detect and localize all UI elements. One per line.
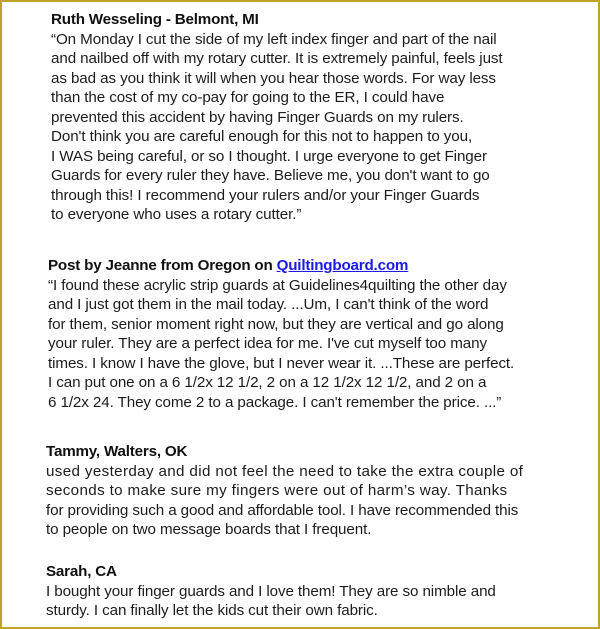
testimonial-ruth (51, 10, 503, 225)
testimonial-line: through this! I recommend your rulers and/or your Finger Guards (51, 186, 480, 204)
testimonial-line: than the cost of my co-pay for going to the ER, I could have (51, 89, 445, 106)
testimonial-line: I WAS being careful, or so I thought. I urge everyone to get Finger (51, 147, 487, 165)
testimonial-jeanne (48, 256, 514, 412)
testimonial-line: I can put one on a 6 1/2x 12 1/2, 2 on a 12 1/2x 12 1/2, and 2 on a (48, 374, 487, 391)
author-prefix: Post by Jeanne from Oregon on (48, 257, 277, 274)
quiltingboard-link[interactable]: Quiltingboard.com (276, 257, 409, 274)
testimonial-line: “On Monday I cut the side of my left index finger and part of the nail (51, 30, 497, 48)
testimonial-author: Sarah, CA (46, 563, 117, 580)
testimonial-line: for them, senior moment right now, but they are vertical and go along (48, 315, 504, 333)
testimonial-line: Don't think you are careful enough for this not to happen to you, (51, 128, 473, 145)
testimonial-line: Guards for every ruler they have. Believe me, you don't want to go (51, 167, 490, 184)
testimonial-line: to people on two message boards that I frequent. (46, 521, 372, 538)
testimonial-line: for providing such a good and affordable tool. I have recommended this (46, 501, 519, 519)
testimonial-line: prevented this accident by having Finger Guards on my rulers. (51, 108, 464, 126)
testimonial-line: seconds to make sure my fingers were out of harm’s way. Thanks (46, 482, 508, 499)
testimonial-sarah (46, 562, 496, 621)
testimonial-line: “I found these acrylic strip guards at Guidelines4quilting the other day (48, 276, 507, 294)
testimonial-author: Tammy, Walters, OK (46, 443, 188, 460)
testimonial-line: times. I know I have the glove, but I never wear it. ...These are perfect. (48, 354, 515, 372)
testimonial-line: and I just got them in the mail today. ...Um, I can't think of the word (48, 296, 489, 313)
testimonial-author: Ruth Wesseling - Belmont, MI (51, 11, 259, 28)
testimonial-line: to everyone who uses a rotary cutter.” (51, 206, 302, 223)
testimonial-line: as bad as you think it will when you hear those words. For way less (51, 69, 496, 87)
testimonial-line: sturdy. I can finally let the kids cut their own fabric. (46, 602, 378, 619)
testimonial-line: your ruler. They are a perfect idea for me. I've cut myself too many (48, 335, 487, 352)
testimonial-line: I bought your finger guards and I love them! They are so nimble and (46, 582, 496, 600)
testimonial-author (48, 256, 514, 276)
testimonial-line: 6 1/2x 24. They come 2 to a package. I can't remember the price. ...” (48, 393, 502, 411)
testimonial-tammy (46, 442, 523, 540)
testimonial-line: used yesterday and did not feel the need to take the extra couple of (46, 462, 524, 480)
testimonial-line: and nailbed off with my rotary cutter. It is extremely painful, feels just (51, 50, 503, 67)
